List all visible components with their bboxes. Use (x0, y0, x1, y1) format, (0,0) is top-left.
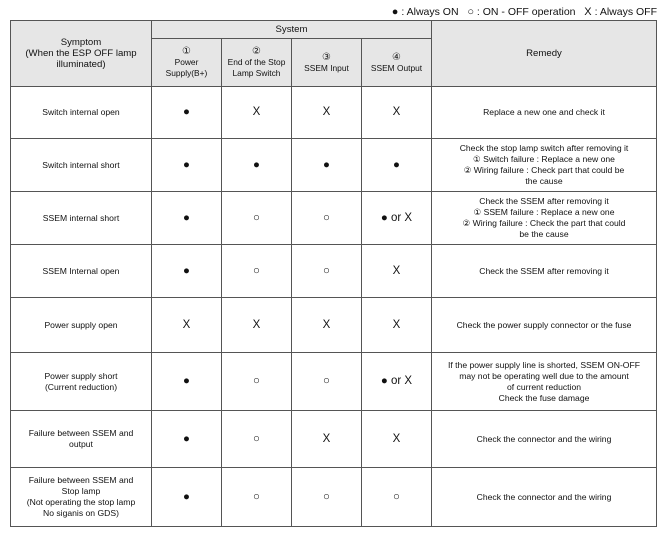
symptom-line: Failure between SSEM and (28, 428, 134, 438)
remedy-line: If the power supply line is shorted, SSEM ON-OFF (448, 359, 640, 370)
status-mark: ● (292, 139, 362, 192)
remedy-cell (432, 298, 657, 353)
remedy-line: may not be operating well due to the amount (459, 370, 629, 381)
always-off-symbol: X (584, 6, 592, 18)
table-body (11, 87, 657, 527)
table-row (11, 411, 657, 468)
remedy-line: Check the fuse damage (498, 392, 590, 403)
remedy-line: be the cause (519, 229, 569, 239)
status-mark: ● (152, 87, 222, 139)
remedy-line: the cause (525, 176, 563, 186)
column-header-power-supply: ① Power Supply(B+) (152, 39, 222, 87)
status-mark: X (362, 298, 432, 353)
symptom-line: Failure between SSEM and (28, 475, 134, 485)
status-mark: ● or X (362, 353, 432, 411)
column-header-ssem-output: ④ SSEM Output (362, 39, 432, 87)
symptom-line: Power supply open (44, 319, 118, 330)
status-mark: X (222, 298, 292, 353)
status-mark: ○ (222, 468, 292, 527)
symptom-line: Stop lamp (61, 486, 101, 496)
column-header-stop-lamp-switch: ② End of the Stop Lamp Switch (222, 39, 292, 87)
table-row (11, 192, 657, 245)
column-header-ssem-input: ③ SSEM Input (292, 39, 362, 87)
symptom-cell (11, 245, 152, 298)
remedy-line: Check the connector and the wiring (476, 433, 612, 444)
status-mark: ● (152, 139, 222, 192)
status-mark: X (152, 298, 222, 353)
diagnosis-table (10, 20, 657, 527)
table-row (11, 298, 657, 353)
status-mark: X (362, 411, 432, 468)
status-mark: ○ (222, 411, 292, 468)
status-mark: ○ (222, 245, 292, 298)
remedy-cell (432, 192, 657, 245)
status-mark: ○ (292, 353, 362, 411)
remedy-cell (432, 468, 657, 527)
table-row (11, 87, 657, 139)
remedy-line: of current reduction (506, 381, 582, 392)
status-mark: ○ (292, 192, 362, 245)
remedy-cell (432, 139, 657, 192)
always-on-symbol: ● (391, 6, 399, 18)
remedy-line: Check the SSEM after removing it (479, 196, 609, 206)
symptom-cell (11, 468, 152, 527)
remedy-cell (432, 353, 657, 411)
symptom-line: (Not operating the stop lamp (26, 497, 136, 507)
always-off-label: : Always OFF (594, 6, 657, 18)
system-header: System (152, 21, 432, 39)
symptom-cell (11, 411, 152, 468)
remedy-cell (432, 411, 657, 468)
on-off-symbol: ○ (467, 6, 474, 18)
status-mark: ○ (222, 353, 292, 411)
status-mark: X (362, 245, 432, 298)
symptom-line: No siganis on GDS) (43, 508, 119, 518)
symptom-cell (11, 298, 152, 353)
status-mark: ○ (292, 468, 362, 527)
symptom-line: output (69, 439, 93, 449)
remedy-line: ② Wiring failure : Check the part that could (462, 218, 626, 228)
remedy-header: Remedy (432, 21, 657, 87)
symptom-cell (11, 353, 152, 411)
status-mark: X (362, 87, 432, 139)
remedy-cell (432, 245, 657, 298)
status-mark: ● or X (362, 192, 432, 245)
status-mark: X (292, 298, 362, 353)
status-mark: X (222, 87, 292, 139)
remedy-line: ② Wiring failure : Check part that could be (463, 165, 625, 175)
status-mark: ○ (222, 192, 292, 245)
remedy-line: ① SSEM failure : Replace a new one (473, 207, 615, 217)
table-row (11, 245, 657, 298)
symptom-cell (11, 192, 152, 245)
symptom-line: (Current reduction) (44, 381, 118, 392)
symptom-header: Symptom (When the ESP OFF lamp illuminated) (11, 21, 152, 87)
status-mark: ● (152, 245, 222, 298)
always-on-label: : Always ON (401, 6, 459, 18)
status-mark: X (292, 87, 362, 139)
remedy-line: ① Switch failure : Replace a new one (473, 154, 615, 164)
symptom-line: Switch internal open (42, 107, 120, 117)
symptom-line: Power supply short (44, 370, 118, 381)
status-mark: ● (152, 411, 222, 468)
status-mark: ● (152, 468, 222, 527)
remedy-cell (432, 87, 657, 139)
status-mark: ● (152, 353, 222, 411)
symptom-line: Switch internal short (42, 159, 120, 170)
remedy-line: Check the connector and the wiring (476, 491, 612, 502)
status-mark: ○ (362, 468, 432, 527)
remedy-line: Check the power supply connector or the fuse (456, 319, 632, 330)
status-mark: ● (152, 192, 222, 245)
symptom-line: SSEM internal short (42, 212, 120, 223)
symptom-cell (11, 87, 152, 139)
legend (392, 6, 657, 18)
symptom-line: SSEM Internal open (42, 265, 120, 276)
table-row (11, 468, 657, 527)
remedy-line: Check the stop lamp switch after removing it (459, 143, 629, 153)
on-off-label: : ON - OFF operation (476, 6, 576, 18)
status-mark: X (292, 411, 362, 468)
status-mark: ● (222, 139, 292, 192)
remedy-line: Check the SSEM after removing it (479, 265, 609, 276)
symptom-cell (11, 139, 152, 192)
table-row (11, 139, 657, 192)
status-mark: ○ (292, 245, 362, 298)
status-mark: ● (362, 139, 432, 192)
table-row (11, 353, 657, 411)
remedy-line: Replace a new one and check it (483, 107, 605, 117)
